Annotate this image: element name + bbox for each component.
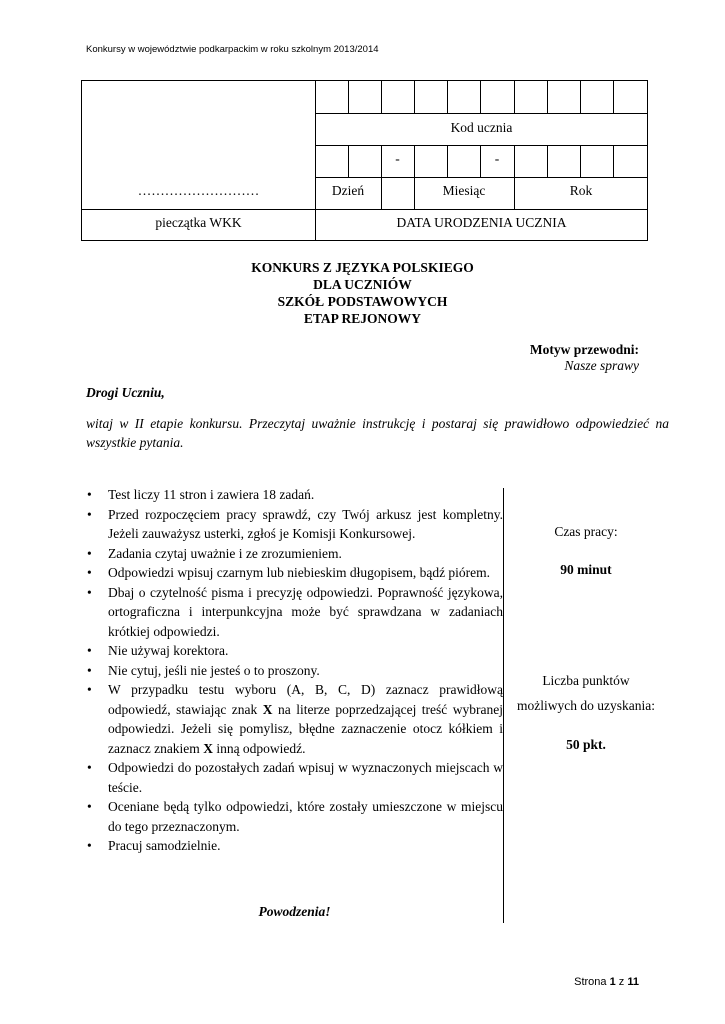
- points-label: możliwych do uzyskania:: [517, 698, 655, 713]
- birth-date-label: DATA URODZENIA UCZNIA: [396, 215, 567, 230]
- instruction-text: na literze poprzedzającej treść wybranej odpowiedzi. Jeżeli się pomylisz, błędne zaznaczenie otocz kółkiem i zaznacz znakiem: [108, 701, 503, 756]
- instruction-item: [86, 680, 503, 758]
- motto-value: Nasze sprawy: [564, 358, 639, 373]
- document-header: Konkursy w województwie podkarpackim w roku szkolnym 2013/2014: [86, 44, 379, 55]
- instruction-item: • Oceniane będą tylko odpowiedzi, które zostały umieszczone w miejscu do tego przeznaczonym.: [86, 797, 503, 836]
- instruction-item: • Nie cytuj, jeśli nie jesteś o to proszony.: [86, 661, 503, 681]
- page-word: Strona: [574, 976, 607, 988]
- points-value: 50 pkt.: [566, 737, 606, 752]
- grid-line: [315, 145, 648, 146]
- time-label: Czas pracy:: [554, 524, 618, 539]
- title-line: SZKÓŁ PODSTAWOWYCH: [277, 294, 448, 309]
- year-label: Rok: [569, 183, 593, 198]
- mark-symbol: X: [262, 701, 273, 717]
- student-info-table: [81, 80, 648, 241]
- title-line: ETAP REJONOWY: [303, 311, 422, 326]
- title-line: DLA UCZNIÓW: [313, 277, 412, 292]
- instruction-item: • Zadania czytaj uważnie i ze zrozumieniem.: [86, 544, 503, 564]
- good-luck: Powodzenia!: [258, 904, 331, 919]
- instruction-item: • Pracuj samodzielnie.: [86, 836, 503, 856]
- instructions-list: [86, 485, 503, 856]
- intro-text: witaj w II etapie konkursu. Przeczytaj uważnie instrukcję i postaraj się prawidłowo odpowiedzieć na wszystkie pytania.: [86, 416, 669, 450]
- instruction-item: • Dbaj o czytelność pisma i precyzję odpowiedzi. Poprawność językowa, ortograficzna i interpunkcyjna może być sprawdzana w zadaniach krótkiej odpowiedzi.: [86, 583, 503, 642]
- instruction-item: • Przed rozpoczęciem pracy sprawdź, czy Twój arkusz jest kompletny. Jeżeli zauważysz usterki, zgłoś je Komisji Konkursowej.: [86, 505, 503, 544]
- instruction-text: inną odpowiedź.: [212, 740, 306, 756]
- time-value: 90 minut: [560, 562, 612, 577]
- instruction-text: W przypadku testu wyboru (A, B, C, D) zaznacz prawidłową odpowiedź, stawiając znak: [108, 682, 503, 717]
- points-label: Liczba punktów: [542, 673, 630, 688]
- page-current: 1: [609, 976, 616, 988]
- page-total: 11: [627, 976, 639, 988]
- instruction-item: • Odpowiedzi wpisuj czarnym lub niebieskim długopisem, bądź piórem.: [86, 563, 503, 583]
- instruction-item: • Nie używaj korektora.: [86, 641, 503, 661]
- page-of: z: [618, 976, 625, 988]
- motto-label: Motyw przewodni:: [529, 342, 639, 357]
- grid-line: [315, 113, 648, 114]
- date-separator: -: [395, 151, 400, 166]
- page-number: [574, 976, 639, 988]
- date-separator: -: [494, 151, 500, 166]
- instruction-item: • Odpowiedzi do pozostałych zadań wpisuj w wyznaczonych miejscach w teście.: [86, 758, 503, 797]
- grid-line: [82, 209, 648, 210]
- student-code-label: Kod ucznia: [450, 120, 513, 135]
- stamp-label: pieczątka WKK: [155, 215, 242, 230]
- grid-line: [315, 177, 648, 178]
- month-label: Miesiąc: [442, 183, 486, 198]
- instruction-item: • Test liczy 11 stron i zawiera 18 zadań.: [86, 485, 503, 505]
- day-label: Dzień: [331, 183, 365, 198]
- stamp-dots: ………………………: [137, 183, 260, 198]
- greeting: Drogi Uczniu,: [86, 385, 165, 400]
- mark-symbol: X: [203, 740, 213, 756]
- title-line: KONKURS Z JĘZYKA POLSKIEGO: [251, 260, 474, 275]
- contest-title: [0, 259, 725, 327]
